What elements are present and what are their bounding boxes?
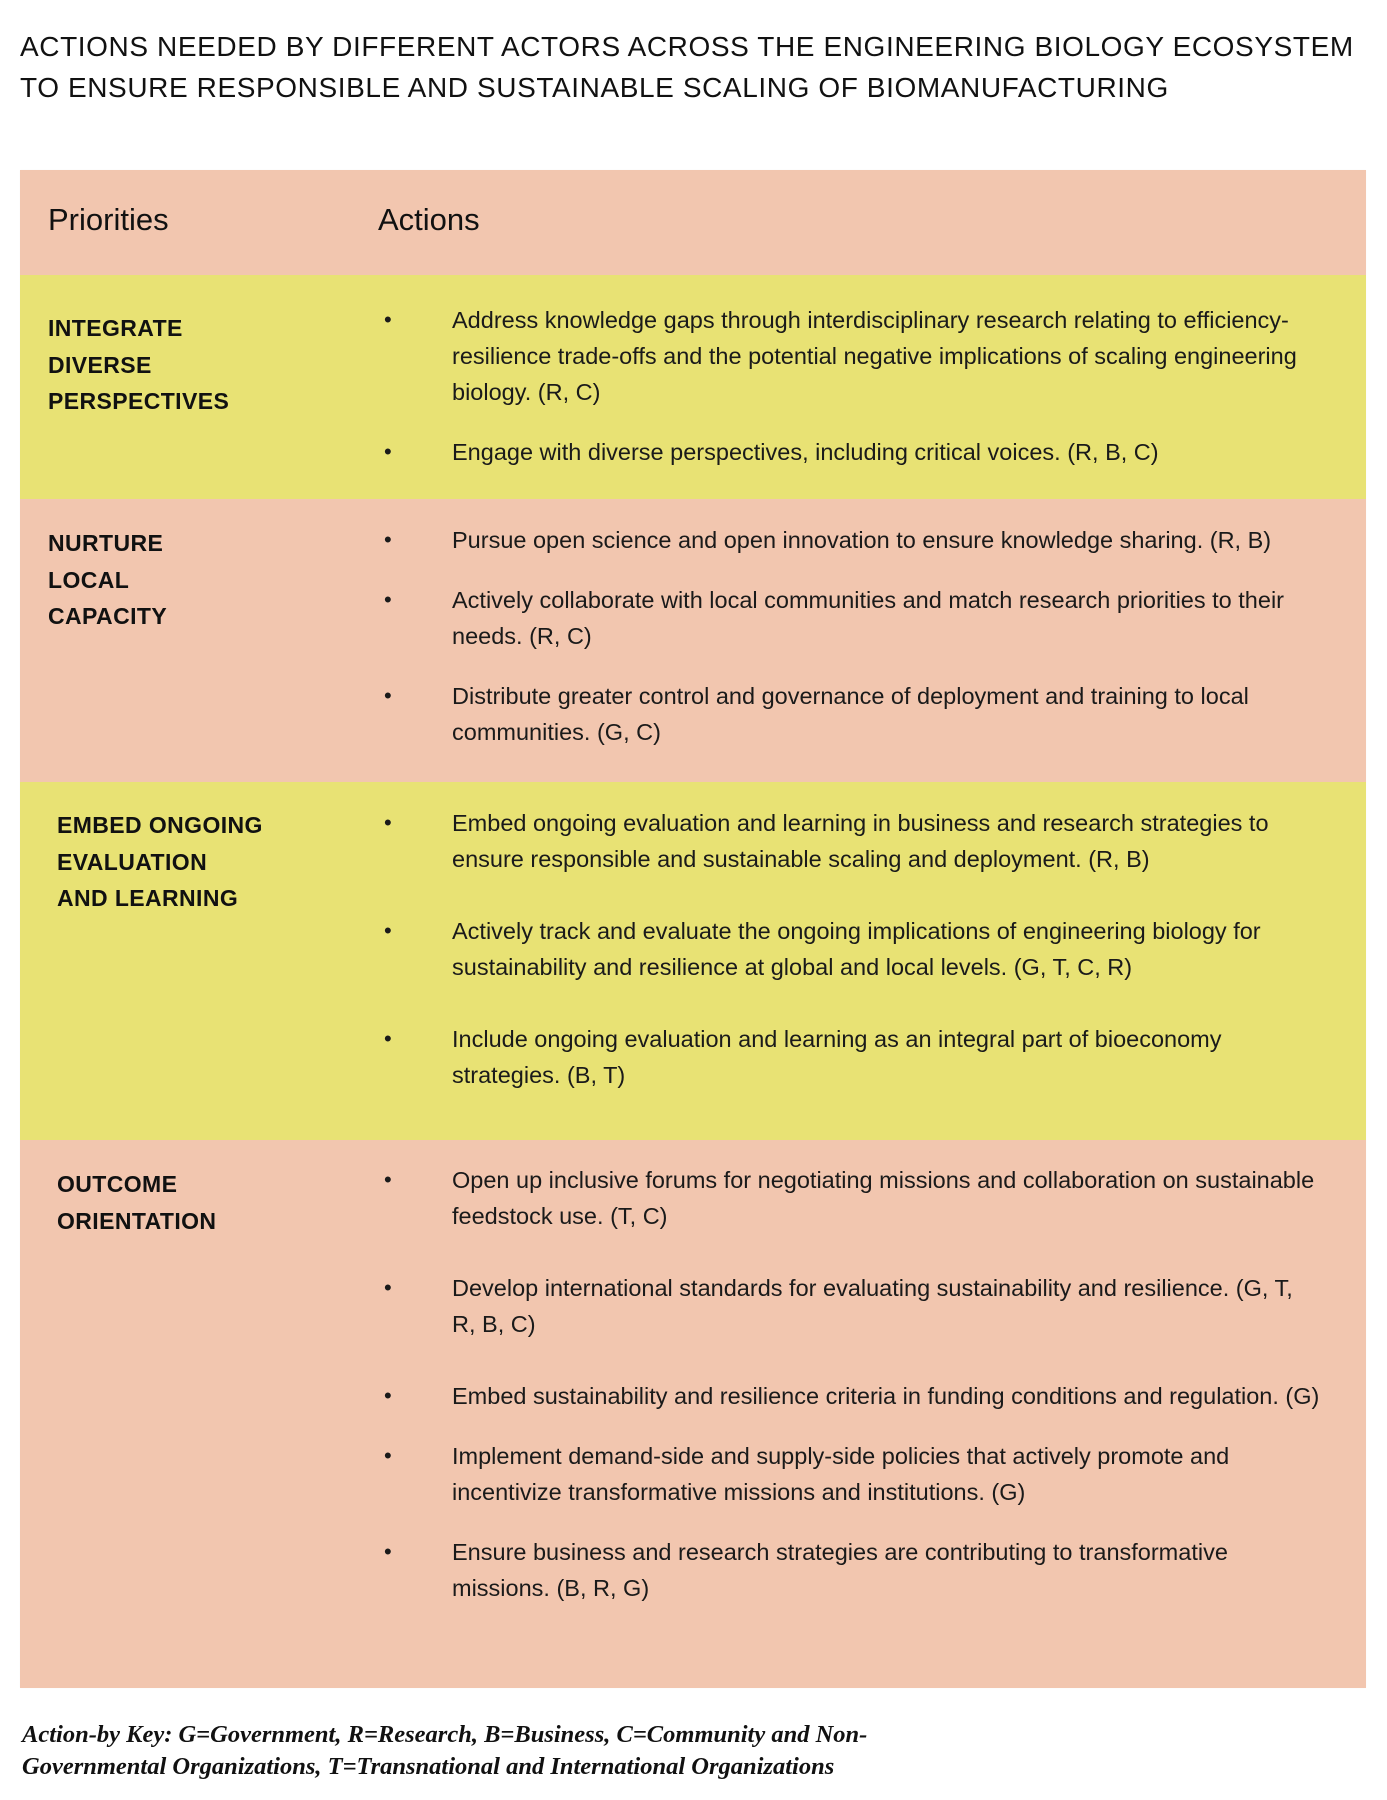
action-text: Include ongoing evaluation and learning as an integral part of bioeconomy strategies. (B, T) (452, 1026, 1222, 1088)
priority-line: INTEGRATE (48, 315, 183, 341)
action-item (382, 913, 1322, 985)
action-text: Distribute greater control and governance of deployment and training to local communities. (G, C) (452, 683, 1249, 745)
table-header (20, 170, 1366, 275)
priority-line: DIVERSE (48, 351, 152, 378)
action-text: Address knowledge gaps through interdisciplinary research relating to efficiency-resilience trade-offs and the potential negative implications of scaling engineering biology. (R, C) (452, 307, 1297, 405)
priority-line: LOCAL (48, 566, 130, 593)
action-text: Embed ongoing evaluation and learning in business and research strategies to ensure responsible and sustainable scaling and deployment. (R, B) (452, 810, 1269, 872)
table-row (20, 782, 1366, 1140)
title-line-2: TO ENSURE RESPONSIBLE AND SUSTAINABLE SCALING OF BIOMANUFACTURING (20, 72, 1169, 103)
action-text: Implement demand-side and supply-side policies that actively promote and incentivize transformative missions and institutions. (G) (452, 1443, 1230, 1505)
table-row (20, 1140, 1366, 1688)
action-item (382, 1162, 1322, 1234)
bullet-icon: • (384, 1539, 392, 1564)
action-list (382, 1162, 1322, 1606)
bullet-icon: • (384, 1443, 392, 1468)
priority-line: EVALUATION (57, 848, 208, 875)
footnote-line-1: Action-by Key: G=Government, R=Research, B=Business, C=Community and Non- (22, 1721, 868, 1748)
table-row (20, 275, 1366, 499)
priority-line: AND LEARNING (57, 885, 239, 911)
action-text: Open up inclusive forums for negotiating missions and collaboration on sustainable feedstock use. (T, C) (452, 1167, 1315, 1229)
action-text: Actively collaborate with local communities and match research priorities to their needs. (R, C) (452, 587, 1284, 649)
header-actions: Actions (378, 202, 480, 237)
action-item (382, 434, 1322, 470)
priority-label (57, 1166, 216, 1239)
priority-label (48, 310, 229, 420)
action-text: Actively track and evaluate the ongoing implications of engineering biology for sustainability and resilience at global and local levels. (G, T, C, R) (452, 918, 1261, 980)
action-item (382, 1534, 1322, 1606)
action-item (382, 302, 1322, 410)
header-priorities: Priorities (48, 202, 169, 237)
bullet-icon: • (384, 1167, 392, 1192)
action-item (382, 582, 1322, 654)
action-text: Embed sustainability and resilience criteria in funding conditions and regulation. (G) (452, 1383, 1320, 1409)
action-item (382, 1378, 1322, 1414)
bullet-icon: • (384, 587, 392, 612)
action-list (382, 805, 1322, 1093)
action-by-key-footnote (22, 1719, 1222, 1783)
action-list (382, 522, 1322, 750)
priority-label (48, 525, 167, 635)
priorities-actions-table (20, 170, 1366, 1688)
footnote-line-2: Governmental Organizations, T=Transnational and International Organizations (22, 1753, 835, 1780)
priority-line: OUTCOME (57, 1171, 178, 1197)
action-item (382, 522, 1322, 558)
action-item (382, 1270, 1322, 1342)
bullet-icon: • (384, 527, 392, 552)
action-list (382, 302, 1322, 470)
bullet-icon: • (384, 1275, 392, 1300)
action-text: Develop international standards for evaluating sustainability and resilience. (G, T, R, B, C) (452, 1275, 1293, 1337)
title-line-1: ACTIONS NEEDED BY DIFFERENT ACTORS ACROSS THE ENGINEERING BIOLOGY ECOSYSTEM (20, 31, 1354, 62)
action-item (382, 805, 1322, 877)
priority-line: ORIENTATION (57, 1207, 217, 1234)
bullet-icon: • (384, 918, 392, 943)
action-item (382, 1021, 1322, 1093)
action-item (382, 678, 1322, 750)
table-row (20, 499, 1366, 782)
action-text: Engage with diverse perspectives, including critical voices. (R, B, C) (452, 439, 1159, 465)
priority-line: NURTURE (48, 530, 164, 556)
bullet-icon: • (384, 683, 392, 708)
action-item (382, 1438, 1322, 1510)
priority-line: PERSPECTIVES (48, 388, 230, 414)
bullet-icon: • (384, 1026, 392, 1051)
bullet-icon: • (384, 439, 392, 464)
page-title (20, 26, 1360, 108)
action-text: Pursue open science and open innovation to ensure knowledge sharing. (R, B) (452, 527, 1272, 553)
bullet-icon: • (384, 307, 392, 332)
bullet-icon: • (384, 810, 392, 835)
bullet-icon: • (384, 1383, 392, 1408)
priority-line: CAPACITY (48, 603, 168, 629)
action-text: Ensure business and research strategies are contributing to transformative missions. (B, R, G) (452, 1539, 1228, 1601)
priority-line: EMBED ONGOING (57, 812, 263, 838)
priority-label (57, 807, 263, 917)
